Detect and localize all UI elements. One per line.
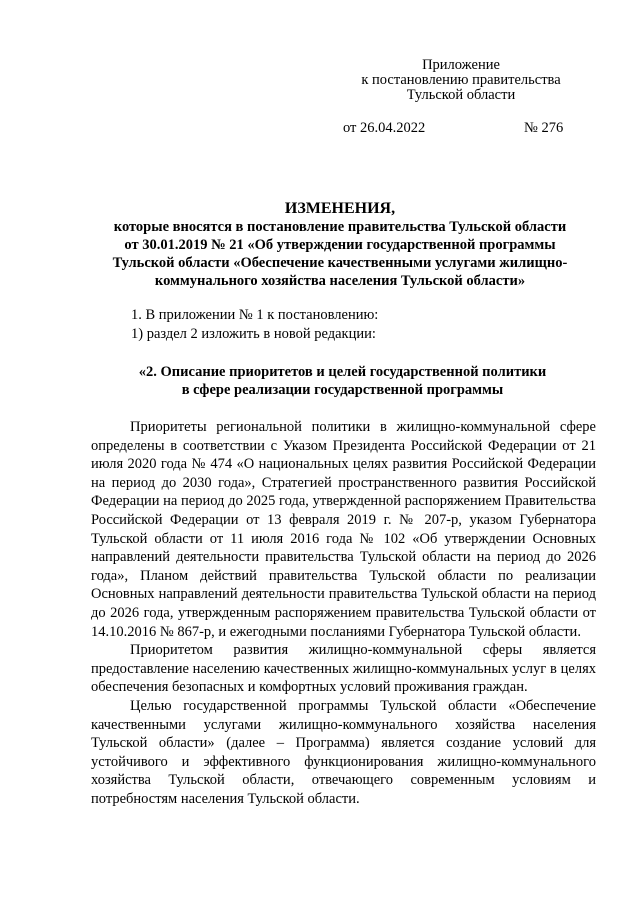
title-line: коммунального хозяйства населения Тульской области» — [154, 273, 526, 289]
document-date: от 26.04.2022 — [343, 120, 426, 136]
appendix-line: Приложение — [422, 57, 500, 73]
paragraph: Целью государственной программы Тульской области «Обеспечение качественными услугами жилищно-коммунального хозяйства населения Тульской области» (далее – Программа) является создание условий для устойчивого и эффективного функционирования жилищно-коммунального хозяйства Тульской области, отвечающего современным условиям и потребностям населения Тульской области. — [91, 697, 596, 807]
section-title-line: в сфере реализации государственной программы — [181, 382, 504, 398]
title-line: ИЗМЕНЕНИЯ, — [284, 200, 396, 217]
appendix-line: к постановлению правительства — [361, 72, 561, 88]
document-title — [85, 200, 595, 290]
list-item: 1. В приложении № 1 к постановлению: — [131, 307, 379, 323]
section-title-line: «2. Описание приоритетов и целей государственной политики — [138, 364, 547, 380]
document-number: № 276 — [524, 120, 564, 136]
list-item: 1) раздел 2 изложить в новой редакции: — [131, 326, 376, 342]
title-line: Тульской области «Обеспечение качественными услугами жилищно- — [112, 255, 568, 271]
paragraph: Приоритеты региональной политики в жилищно-коммунальной сфере определены в соответствии с Указом Президента Российской Федерации от 21 июля 2020 года № 474 «О национальных целях развития Российской Федерации на период до 2030 года», Стратегией пространственного развития Российской Федерации на период до 2025 года, утвержденной распоряжением Правительства Российской Федерации от 13 февраля 2019 г. № 207-р, указом Губернатора Тульской области от 11 июля 2016 года № 102 «Об утверждении Основных направлений деятельности правительства Тульской области на период до 2026 года», Планом действий правительства Тульской области по реализации Основных направлений деятельности правительства Тульской области на период до 2026 года, утвержденным распоряжением правительства Тульской области от 14.10.2016 № 867-р, и ежегодными посланиями Губернатора Тульской области. — [91, 419, 596, 640]
appendix-header — [346, 58, 576, 103]
section-title — [85, 363, 600, 399]
paragraph: Приоритетом развития жилищно-коммунальной сферы является предоставление населению качественных жилищно-коммунальных услуг в целях обеспечения безопасных и комфортных условий проживания граждан. — [91, 642, 596, 696]
appendix-line: Тульской области — [406, 87, 516, 103]
document-body — [91, 418, 596, 808]
title-line: которые вносятся в постановление правительства Тульской области — [113, 219, 567, 235]
title-line: от 30.01.2019 № 21 «Об утверждении государственной программы — [124, 237, 556, 253]
